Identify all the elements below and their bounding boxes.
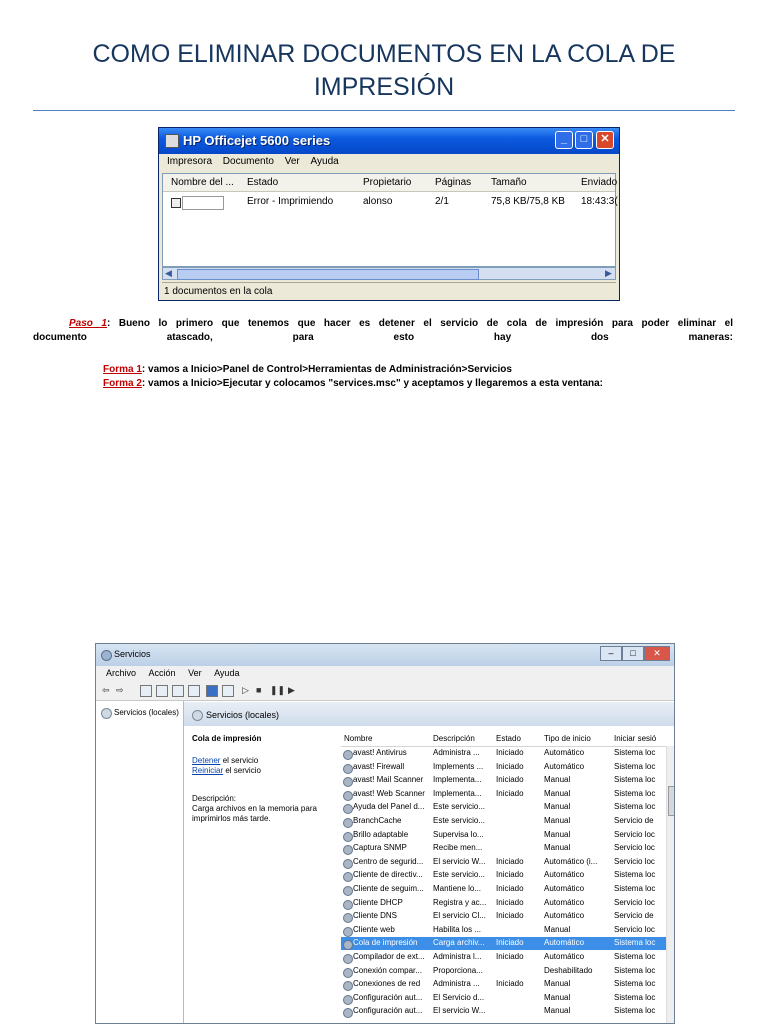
service-cell: Implements ... [433,761,484,771]
print-queue-list [162,173,616,267]
console-tree-icon[interactable] [140,685,152,697]
service-cell: Automático [544,761,585,771]
service-row[interactable] [341,1005,666,1018]
gear-icon [343,804,353,814]
service-cell: Sistema loc [614,992,656,1002]
page-title: COMO ELIMINAR DOCUMENTOS EN LA COLA DE IMPRESIÓN [92,40,676,101]
printer-menubar [159,154,619,171]
service-row[interactable] [341,869,666,882]
service-row[interactable] [341,761,666,774]
service-row[interactable] [341,829,666,842]
scroll-thumb[interactable] [177,269,479,280]
service-cell: Ayuda del Panel d... [353,802,425,812]
service-cell: Este servicio... [433,802,486,812]
minimize-icon[interactable]: – [600,646,622,661]
service-cell: Sistema loc [614,979,656,989]
service-row[interactable] [341,897,666,910]
service-cell: Manual [544,924,571,934]
gear-icon [343,1008,353,1018]
gear-icon [343,913,353,923]
service-cell: Manual [544,979,571,989]
document-icon [171,198,181,208]
service-cell: Manual [544,775,571,785]
service-cell: Cliente de seguim... [353,884,424,893]
service-cell: Iniciado [496,979,524,989]
service-cell: Captura SNMP [353,843,407,853]
service-cell: Manual [544,829,571,839]
service-cell: Automático (i... [544,856,598,866]
service-cell: Brillo adaptable [353,829,409,839]
service-details [192,734,342,824]
stop-service-text: el servicio [220,756,259,765]
service-row[interactable] [341,815,666,828]
column-header[interactable]: Tamaño [491,177,527,188]
export-icon[interactable] [188,685,200,697]
services-window-title: Servicios [114,649,151,659]
gear-icon [343,818,353,828]
job-owner: alonso [363,196,393,207]
selected-service-name: Cola de impresión [192,734,262,743]
horizontal-scrollbar[interactable] [162,267,616,280]
services-titlebar [96,644,674,666]
properties-icon[interactable] [222,685,234,697]
service-cell: El Servicio d... [433,992,485,1002]
step1-text-continued: documento atascado, para esto hay dos maneras: [33,332,733,343]
step1-label: Paso 1 [69,318,107,329]
service-cell: Cliente DNS [353,911,398,921]
back-icon[interactable]: ⇦ [102,685,110,695]
service-cell: Servicio de [614,816,654,825]
service-row[interactable] [341,883,666,896]
service-cell: Mantiene lo... [433,884,482,893]
service-cell: Sistema loc [614,748,656,757]
service-cell: Sistema loc [614,1006,656,1016]
column-header[interactable]: Páginas [435,177,472,188]
service-cell: Deshabilitado [544,965,593,975]
menu-ver[interactable]: Ver [188,668,202,678]
scroll-left-icon[interactable]: ◀ [165,268,172,278]
step1-text: : Bueno lo primero que tenemos que hacer es detener el servicio de cola de impresión para poder eliminar el [107,318,734,329]
step1-paragraph-continued [33,331,733,345]
service-cell: Administra ... [433,979,480,989]
gear-icon [101,650,112,661]
description-label: Descripción: [192,794,237,803]
gear-icon [343,777,353,787]
service-cell: Automático [544,952,585,961]
column-header[interactable]: Descripción [433,734,475,743]
service-cell: Iniciado [496,748,524,757]
job-sent: 18:43:3( [581,196,618,207]
gear-icon [343,764,353,774]
service-cell: Manual [544,992,571,1002]
service-cell: Conexiones de red [353,979,421,989]
close-icon[interactable]: ✕ [644,646,670,661]
gear-icon [343,832,353,842]
forma1-text: : vamos a Inicio>Panel de Control>Herramientas de Administración>Servicios [141,364,512,375]
service-cell: El servicio Cl... [433,911,486,921]
restart-icon[interactable]: ▶ [288,685,295,695]
gear-icon [343,791,353,801]
service-cell: Servicio de [614,911,654,921]
gear-icon [192,710,203,721]
print-job-row[interactable] [163,196,618,210]
title-divider [33,110,735,111]
gear-icon [343,954,353,964]
console-tree [96,701,184,1024]
service-cell: Automático [544,884,585,893]
service-cell: Iniciado [496,870,524,880]
service-cell: Sistema loc [614,775,656,785]
printer-window-titlebar [159,128,619,154]
service-cell: Centro de segurid... [353,856,424,866]
gear-icon [343,750,353,760]
service-cell: avast! Firewall [353,761,405,771]
service-row[interactable] [341,992,666,1005]
stop-icon[interactable]: ■ [256,685,262,695]
service-row[interactable] [341,965,666,978]
service-cell: Conexión compar... [353,965,422,975]
service-cell: Administra ... [433,748,480,757]
service-row[interactable] [341,937,666,950]
menu-impresora[interactable]: Impresora [167,156,213,167]
printer-window-title: HP Officejet 5600 series [183,133,331,148]
service-cell: avast! Mail Scanner [353,775,424,785]
services-pane-title: Servicios (locales) [206,710,280,720]
service-cell: Iniciado [496,884,524,893]
description-text: Carga archivos en la memoria para imprimirlos más tarde. [192,804,317,823]
service-row[interactable] [341,910,666,923]
service-cell: Sistema loc [614,952,656,961]
column-header[interactable]: Propietario [363,177,412,188]
service-cell: Iniciado [496,856,524,866]
printer-queue-window [158,127,620,301]
service-row[interactable] [341,978,666,991]
service-cell: Manual [544,843,571,853]
menu-documento[interactable]: Documento [222,156,274,167]
column-header[interactable]: Iniciar sesió [614,734,657,743]
service-cell: Iniciado [496,911,524,921]
service-cell: Servicio loc [614,843,655,853]
service-cell: Sistema loc [614,965,656,975]
list-icon[interactable] [156,685,168,697]
service-cell: Supervisa lo... [433,829,484,839]
gear-icon [101,708,112,719]
service-cell: El servicio W... [433,856,486,866]
service-cell: Cola de impresión [353,938,418,948]
document-name-field [182,196,224,210]
service-cell: Carga archiv... [433,938,485,948]
stop-service-link[interactable]: Detener [192,756,221,765]
service-cell: Sistema loc [614,870,656,880]
gear-icon [343,968,353,978]
service-row[interactable] [341,856,666,869]
vertical-scrollbar[interactable] [666,746,675,1024]
service-cell: Implementa... [433,788,482,798]
service-cell: Registra y ac... [433,897,487,907]
gear-icon [343,940,353,950]
service-cell: Automático [544,748,585,757]
maximize-icon[interactable]: □ [622,646,644,661]
service-cell: Cliente de directiv... [353,870,423,880]
services-list-headers [341,729,675,747]
service-cell: Servicio loc [614,924,655,934]
pause-icon[interactable]: ❚❚ [270,685,286,695]
forward-icon[interactable]: ⇨ [116,685,124,695]
service-cell: Servicio loc [614,829,655,839]
service-cell: Compilador de ext... [353,952,425,961]
service-cell: Habilita los ... [433,924,482,934]
service-row[interactable] [341,951,666,964]
service-row[interactable] [341,842,666,855]
job-size: 75,8 KB/75,8 KB [491,196,565,207]
column-header[interactable]: Estado [247,177,279,188]
service-cell: Configuración aut... [353,992,423,1002]
forma2-line [103,377,603,391]
column-header[interactable]: Enviado [581,177,618,188]
column-header[interactable]: Nombre del ... [171,177,234,188]
service-cell: Sistema loc [614,788,656,798]
service-cell: Iniciado [496,897,524,907]
services-pane-header [184,702,675,726]
gear-icon [343,845,353,855]
service-cell: avast! Web Scanner [353,788,425,798]
service-row[interactable] [341,801,666,814]
service-cell: Automático [544,897,585,907]
status-bar [162,282,616,299]
help-icon[interactable] [206,685,218,697]
gear-icon [343,995,353,1005]
service-cell: Manual [544,1006,571,1016]
service-cell: Este servicio... [433,870,486,880]
service-cell: Recibe men... [433,843,483,853]
gear-icon [343,981,353,991]
print-queue-headers [163,174,618,192]
minimize-icon[interactable]: _ [555,131,573,149]
service-row[interactable] [341,747,666,760]
service-cell: Sistema loc [614,938,656,948]
forma1-line [103,363,512,377]
column-header[interactable]: Tipo de inicio [544,734,591,743]
gear-icon [343,872,353,882]
queue-count: 1 documentos en la cola [164,286,273,297]
service-cell: Servicio loc [614,856,655,866]
restart-service-link[interactable]: Reiniciar [192,766,224,775]
service-cell: Manual [544,816,571,825]
service-cell: Iniciado [496,761,524,771]
service-row[interactable] [341,788,666,801]
services-list [341,729,675,1024]
service-cell: Automático [544,911,585,921]
services-toolbar [96,681,674,701]
tree-item-services[interactable]: Servicios (locales) [114,708,179,717]
service-cell: Sistema loc [614,761,656,771]
close-icon[interactable]: ✕ [596,131,614,149]
service-cell: Iniciado [496,938,524,948]
service-cell: Automático [544,938,585,948]
menu-ayuda[interactable]: Ayuda [310,156,339,167]
restart-service-text: el servicio [223,766,261,775]
refresh-icon[interactable] [172,685,184,697]
forma2-label: Forma 2 [103,378,142,389]
forma1-label: Forma 1 [103,364,142,375]
service-cell: Sistema loc [614,802,656,812]
job-pages: 2/1 [435,196,449,207]
printer-icon [165,134,179,148]
service-row[interactable] [341,924,666,937]
service-cell: Configuración aut... [353,1006,423,1016]
service-cell: Iniciado [496,952,524,961]
service-cell: Cliente web [353,924,395,934]
gear-icon [343,859,353,869]
service-cell: Este servicio... [433,816,486,825]
service-cell: Administra l... [433,952,482,961]
menu-ver[interactable]: Ver [284,156,300,167]
services-menubar [96,666,674,681]
service-cell: Cliente DHCP [353,897,403,907]
gear-icon [343,900,353,910]
column-header[interactable]: Estado [496,734,521,743]
start-icon[interactable]: ▷ [242,685,249,695]
scroll-right-icon[interactable]: ▶ [605,268,612,278]
service-cell: Manual [544,802,571,812]
service-cell: Iniciado [496,788,524,798]
gear-icon [343,886,353,896]
maximize-icon[interactable]: □ [575,131,593,149]
service-cell: BranchCache [353,816,402,825]
service-cell: El servicio W... [433,1006,486,1016]
service-cell: Iniciado [496,775,524,785]
gear-icon [343,927,353,937]
forma2-text: : vamos a Inicio>Ejecutar y colocamos "services.msc" y aceptamos y llegaremos a esta ventana: [141,378,604,389]
service-cell: Proporciona... [433,965,483,975]
menu-archivo[interactable]: Archivo [106,668,137,678]
services-window [95,643,675,1024]
service-cell: avast! Antivirus [353,748,407,757]
job-status: Error - Imprimiendo [247,196,334,207]
step1-paragraph [33,317,733,331]
service-row[interactable] [341,774,666,787]
service-cell: Manual [544,788,571,798]
service-cell: Servicio loc [614,897,655,907]
service-cell: Implementa... [433,775,482,785]
service-cell: Sistema loc [614,884,656,893]
column-header[interactable]: Nombre [344,734,373,743]
menu-ayuda[interactable]: Ayuda [214,668,240,678]
service-cell: Automático [544,870,585,880]
menu-accion[interactable]: Acción [148,668,176,678]
scroll-thumb[interactable] [668,786,675,816]
